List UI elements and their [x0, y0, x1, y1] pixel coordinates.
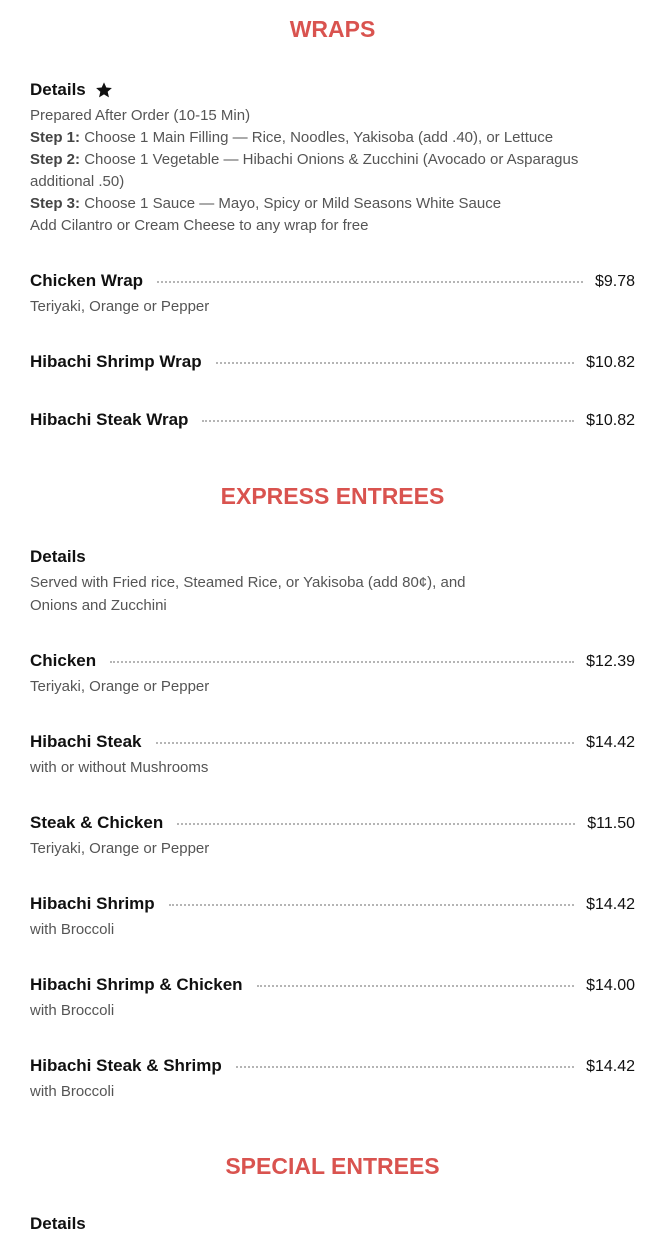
express-details-line-2: Onions and Zucchini: [30, 597, 167, 614]
step-1-label: Step 1:: [30, 129, 81, 146]
item-name: Hibachi Shrimp Wrap: [30, 352, 202, 371]
step-1-text: Choose 1 Main Filling — Rice, Noodles, Yakisoba (add .40), or Lettuce: [84, 129, 554, 146]
item-description: Teriyaki, Orange or Pepper: [30, 840, 210, 857]
step-2-label: Step 2:: [30, 151, 81, 168]
item-name: Hibachi Steak Wrap: [30, 410, 189, 429]
details-label: Details: [30, 80, 86, 99]
wraps-step-3: [30, 193, 640, 215]
wraps-addon-text: Add Cilantro or Cream Cheese to any wrap for free: [30, 217, 369, 234]
item-description: with or without Mushrooms: [30, 759, 209, 776]
section-title-special-entrees: SPECIAL ENTREES: [225, 1153, 440, 1179]
item-name: Hibachi Steak & Shrimp: [30, 1056, 222, 1075]
step-2-text: Choose 1 Vegetable — Hibachi Onions & Zucchini (Avocado or Asparagus additional .50): [30, 151, 579, 190]
item-price: $10.82: [586, 354, 635, 371]
item-description: with Broccoli: [30, 1083, 115, 1100]
menu-item-hibachi-shrimp-chicken[interactable]: [30, 975, 635, 995]
menu-item-hibachi-shrimp[interactable]: [30, 894, 635, 914]
express-details-title: Details: [30, 547, 86, 566]
item-price: $10.82: [586, 412, 635, 429]
section-title-express-entrees: EXPRESS ENTREES: [220, 483, 445, 509]
menu-item-hibachi-steak[interactable]: [30, 732, 635, 752]
dot-leader: [169, 904, 574, 906]
item-price: $14.42: [586, 1058, 635, 1075]
item-description: Teriyaki, Orange or Pepper: [30, 678, 210, 695]
dot-leader: [257, 985, 575, 987]
wraps-step-2: [30, 149, 620, 193]
item-name: Hibachi Shrimp & Chicken: [30, 975, 243, 994]
item-price: $9.78: [594, 273, 635, 290]
step-3-text: Choose 1 Sauce — Mayo, Spicy or Mild Seasons White Sauce: [84, 195, 502, 212]
star-icon: [95, 81, 113, 99]
item-price: $11.50: [587, 815, 635, 832]
wraps-details-title: [30, 80, 113, 100]
item-name: Hibachi Shrimp: [30, 894, 155, 913]
express-details-line-1: Served with Fried rice, Steamed Rice, or Yakisoba (add 80¢), and: [30, 574, 466, 591]
menu-item-chicken[interactable]: [30, 651, 635, 671]
wraps-prepared-text: Prepared After Order (10-15 Min): [30, 107, 251, 124]
menu-item-hibachi-steak-wrap[interactable]: [30, 410, 635, 430]
item-price: $14.00: [586, 977, 635, 994]
item-description: with Broccoli: [30, 921, 115, 938]
wraps-step-1: [30, 127, 640, 149]
menu-item-chicken-wrap[interactable]: [30, 271, 635, 291]
item-price: $12.39: [586, 653, 635, 670]
menu-item-hibachi-shrimp-wrap[interactable]: [30, 352, 635, 372]
section-title-wraps: WRAPS: [289, 16, 376, 42]
menu-item-steak-chicken[interactable]: [30, 813, 635, 833]
item-price: $14.42: [586, 734, 635, 751]
item-name: Steak & Chicken: [30, 813, 164, 832]
menu-item-hibachi-steak-shrimp[interactable]: [30, 1056, 635, 1076]
item-name: Chicken: [30, 651, 97, 670]
step-3-label: Step 3:: [30, 195, 81, 212]
dot-leader: [216, 362, 574, 364]
special-details-title: Details: [30, 1214, 86, 1233]
dot-leader: [157, 281, 583, 283]
item-description: with Broccoli: [30, 1002, 115, 1019]
item-name: Hibachi Steak: [30, 732, 142, 751]
dot-leader: [202, 420, 574, 422]
dot-leader: [156, 742, 575, 744]
item-description: Teriyaki, Orange or Pepper: [30, 298, 210, 315]
dot-leader: [236, 1066, 574, 1068]
dot-leader: [177, 823, 575, 825]
item-price: $14.42: [586, 896, 635, 913]
dot-leader: [110, 661, 574, 663]
item-name: Chicken Wrap: [30, 271, 144, 290]
